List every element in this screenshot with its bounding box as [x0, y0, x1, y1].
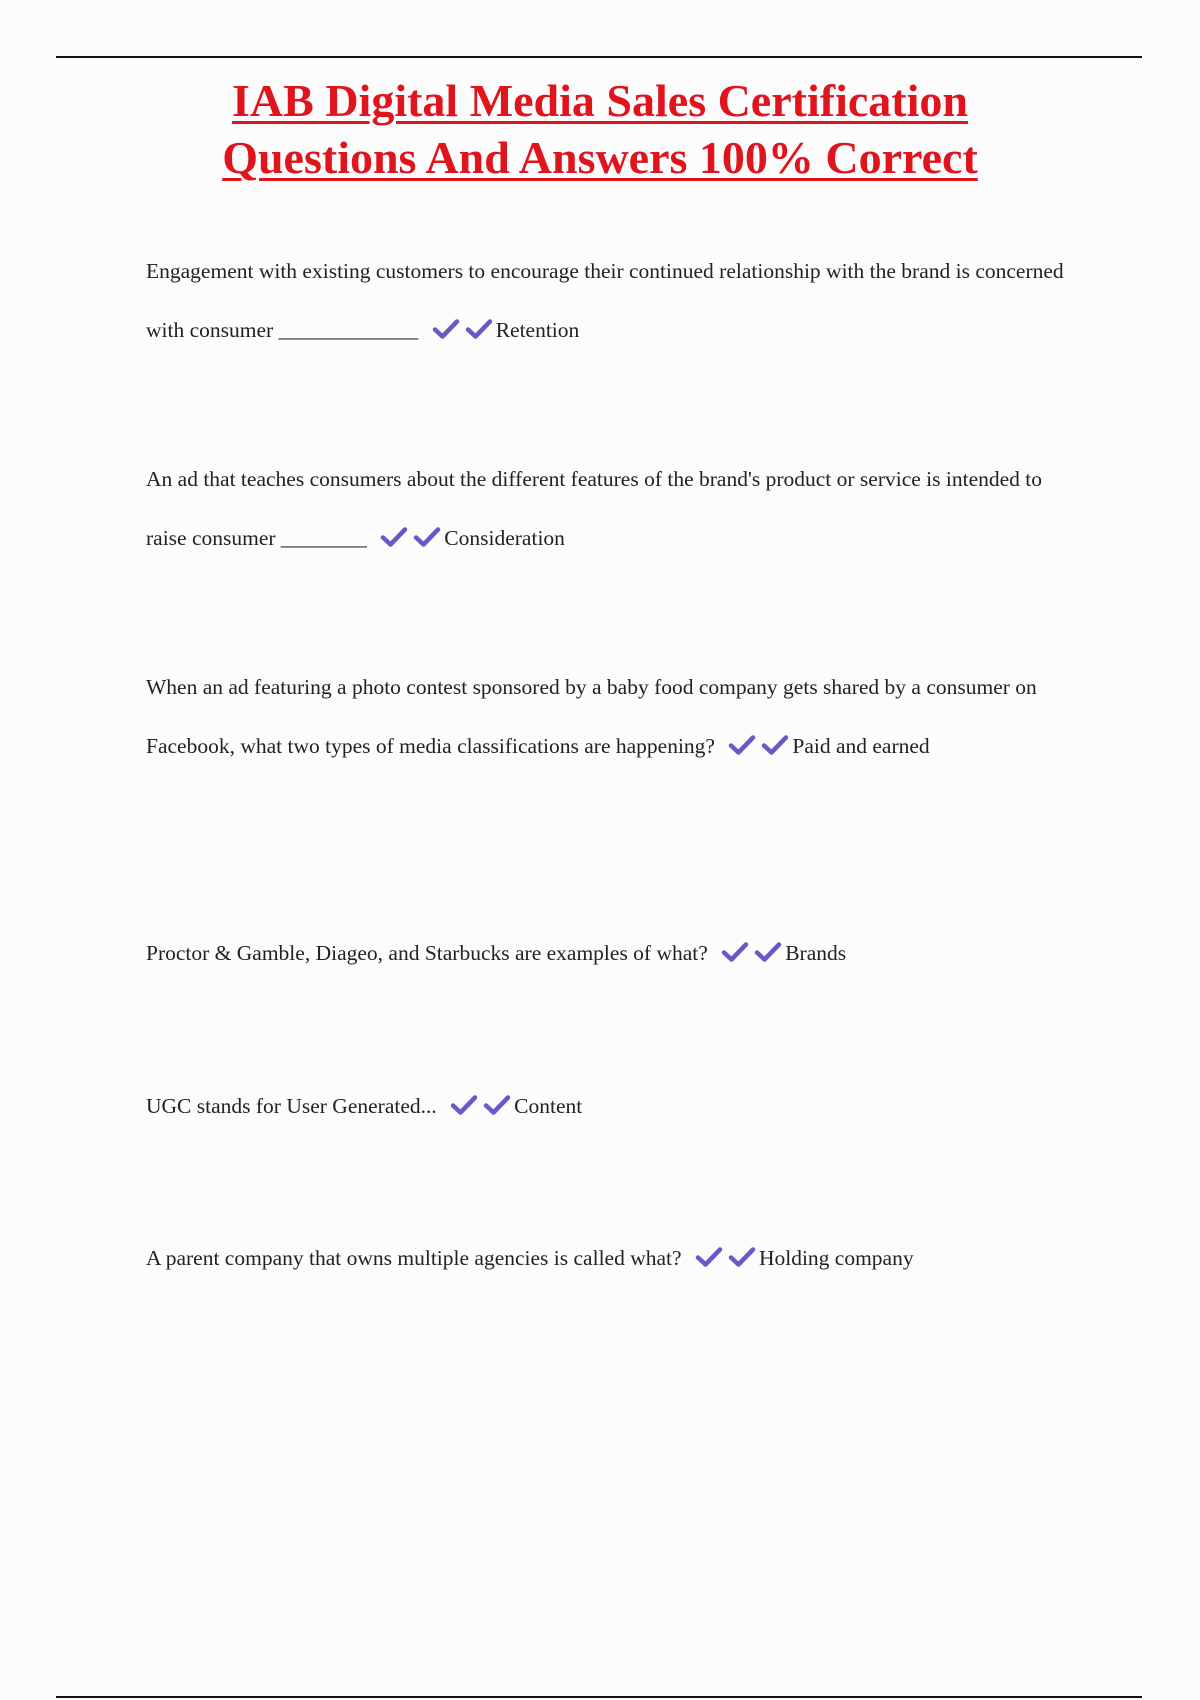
- qa-item: [146, 242, 1086, 363]
- top-rule: [56, 56, 1142, 58]
- question-text: UGC stands for User Generated...: [146, 1094, 437, 1118]
- question-text: When an ad featuring a photo contest sponsored by a baby food company gets shared by a consumer on Facebook, what two types of media classifications are happening?: [146, 675, 1037, 758]
- answer-checks: [695, 1232, 756, 1291]
- document-title: [0, 72, 1200, 186]
- qa-item: [146, 924, 1086, 986]
- checkmark-icon: [721, 941, 749, 963]
- checkmark-icon: [413, 526, 441, 548]
- checkmark-icon: [432, 318, 460, 340]
- answer-text: Holding company: [758, 1246, 914, 1270]
- answer-checks: [721, 927, 782, 986]
- answer-text: Consideration: [444, 526, 565, 550]
- answer-checks: [450, 1080, 511, 1139]
- checkmark-icon: [450, 1094, 478, 1116]
- answer-text: Brands: [785, 941, 847, 965]
- answer-checks: [432, 304, 493, 363]
- question-text: Proctor & Gamble, Diageo, and Starbucks are examples of what?: [146, 941, 708, 965]
- qa-item: [146, 450, 1086, 571]
- checkmark-icon: [761, 734, 789, 756]
- checkmark-icon: [465, 318, 493, 340]
- qa-item: [146, 658, 1086, 779]
- qa-item: [146, 1229, 1086, 1291]
- title-line-2: Questions And Answers 100% Correct: [222, 132, 978, 183]
- question-text: A parent company that owns multiple agencies is called what?: [146, 1246, 682, 1270]
- checkmark-icon: [483, 1094, 511, 1116]
- answer-checks: [380, 512, 441, 571]
- answer-checks: [728, 720, 789, 779]
- question-text: Engagement with existing customers to encourage their continued relationship with the brand is concerned with consumer _____________: [146, 259, 1064, 342]
- answer-text: Retention: [495, 318, 580, 342]
- checkmark-icon: [728, 1246, 756, 1268]
- qa-item: [146, 1077, 1086, 1139]
- title-line-1: IAB Digital Media Sales Certification: [232, 75, 968, 126]
- checkmark-icon: [754, 941, 782, 963]
- checkmark-icon: [695, 1246, 723, 1268]
- answer-text: Content: [514, 1094, 583, 1118]
- checkmark-icon: [380, 526, 408, 548]
- checkmark-icon: [728, 734, 756, 756]
- bottom-rule: [56, 1696, 1142, 1698]
- question-text: An ad that teaches consumers about the different features of the brand's product or service is intended to raise consumer ________: [146, 467, 1043, 550]
- answer-text: Paid and earned: [792, 734, 930, 758]
